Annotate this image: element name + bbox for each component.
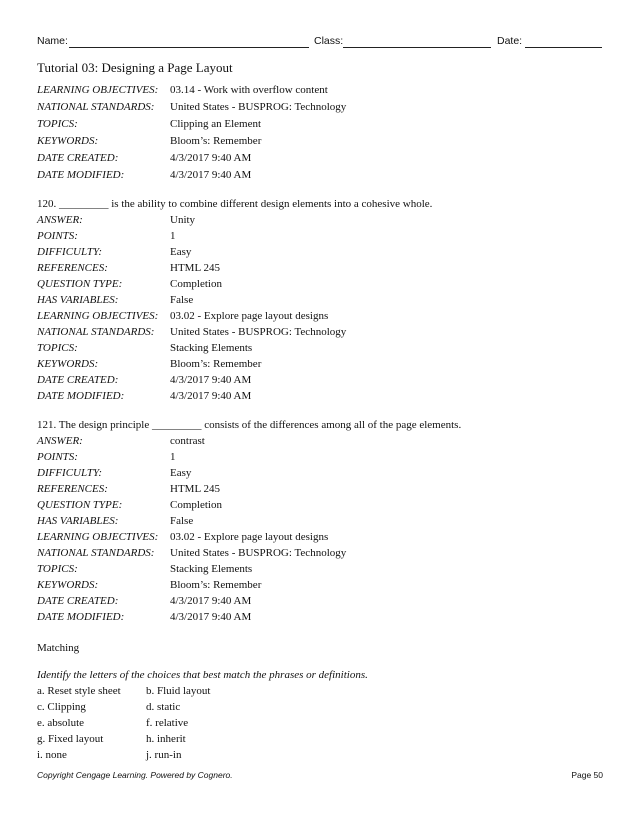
meta-row: [37, 531, 603, 547]
date-blank: [525, 47, 602, 48]
meta-value: 1: [170, 230, 176, 242]
meta-key: TOPICS:: [37, 342, 78, 354]
meta-row: [37, 84, 603, 100]
meta-key: LEARNING OBJECTIVES:: [37, 531, 159, 543]
meta-row: [37, 451, 603, 467]
meta-key: LEARNING OBJECTIVES:: [37, 310, 159, 322]
meta-row: [37, 310, 603, 326]
meta-row: [37, 230, 603, 246]
question-text: 120. _________ is the ability to combine different design elements into a cohesive whole.: [37, 198, 433, 210]
meta-key: QUESTION TYPE:: [37, 278, 123, 290]
meta-value: United States - BUSPROG: Technology: [170, 326, 347, 338]
choice-item: g. Fixed layout: [37, 733, 104, 745]
meta-value: Clipping an Element: [170, 118, 262, 130]
meta-row: [37, 390, 603, 406]
meta-key: QUESTION TYPE:: [37, 499, 123, 511]
meta-value: 4/3/2017 9:40 AM: [170, 595, 252, 607]
section-heading: Matching: [37, 642, 80, 654]
choice-item: a. Reset style sheet: [37, 685, 121, 697]
meta-value: Easy: [170, 467, 192, 479]
page-footer: [37, 770, 603, 784]
page-number: Page 50: [571, 770, 603, 780]
meta-row: [37, 515, 603, 531]
date-label: Date:: [497, 35, 523, 47]
meta-row: [37, 499, 603, 515]
class-label: Class:: [314, 35, 344, 47]
meta-value: 03.14 - Work with overflow content: [170, 84, 328, 96]
meta-row: [37, 326, 603, 342]
meta-key: DATE CREATED:: [37, 595, 119, 607]
meta-row: [37, 101, 603, 117]
meta-key: REFERENCES:: [37, 262, 108, 274]
meta-row: [37, 374, 603, 390]
matching-instructions: Identify the letters of the choices that best match the phrases or definitions.: [37, 669, 368, 681]
meta-row: [37, 547, 603, 563]
meta-key: TOPICS:: [37, 563, 78, 575]
meta-row: [37, 563, 603, 579]
copyright-text: Copyright Cengage Learning. Powered by Cognero.: [37, 770, 233, 780]
meta-key: ANSWER:: [37, 435, 83, 447]
meta-value: HTML 245: [170, 483, 221, 495]
meta-key: DATE MODIFIED:: [37, 611, 125, 623]
class-blank: [343, 47, 491, 48]
question-text: 121. The design principle _________ consists of the differences among all of the page elements.: [37, 419, 462, 431]
choice-item: h. inherit: [146, 733, 186, 745]
meta-key: NATIONAL STANDARDS:: [37, 547, 155, 559]
meta-value: False: [170, 515, 194, 527]
meta-value: 4/3/2017 9:40 AM: [170, 152, 252, 164]
choice-item: j. run-in: [146, 749, 182, 761]
meta-value: United States - BUSPROG: Technology: [170, 547, 347, 559]
meta-row: [37, 579, 603, 595]
meta-value: Bloom’s: Remember: [170, 358, 262, 370]
meta-value: 4/3/2017 9:40 AM: [170, 390, 252, 402]
choice-item: f. relative: [146, 717, 189, 729]
meta-key: KEYWORDS:: [37, 579, 99, 591]
meta-key: DATE MODIFIED:: [37, 169, 125, 181]
meta-row: [37, 595, 603, 611]
meta-value: Easy: [170, 246, 192, 258]
meta-key: KEYWORDS:: [37, 135, 99, 147]
meta-key: NATIONAL STANDARDS:: [37, 101, 155, 113]
choice-item: b. Fluid layout: [146, 685, 211, 697]
meta-value: Stacking Elements: [170, 563, 253, 575]
meta-row: [37, 358, 603, 374]
choice-item: e. absolute: [37, 717, 85, 729]
choice-item: c. Clipping: [37, 701, 86, 713]
meta-key: HAS VARIABLES:: [37, 515, 119, 527]
meta-row: [37, 214, 603, 230]
name-blank: [69, 47, 309, 48]
meta-key: DIFFICULTY:: [37, 246, 103, 258]
meta-key: TOPICS:: [37, 118, 78, 130]
meta-row: [37, 435, 603, 451]
meta-value: contrast: [170, 435, 205, 447]
meta-value: 4/3/2017 9:40 AM: [170, 611, 252, 623]
meta-key: POINTS:: [37, 230, 78, 242]
meta-value: False: [170, 294, 194, 306]
meta-value: HTML 245: [170, 262, 221, 274]
meta-row: [37, 294, 603, 310]
meta-row: [37, 483, 603, 499]
meta-row: [37, 118, 603, 134]
meta-key: REFERENCES:: [37, 483, 108, 495]
meta-key: ANSWER:: [37, 214, 83, 226]
meta-row: [37, 262, 603, 278]
meta-key: HAS VARIABLES:: [37, 294, 119, 306]
meta-value: Bloom’s: Remember: [170, 579, 262, 591]
meta-row: [37, 246, 603, 262]
meta-value: Completion: [170, 278, 222, 290]
page-title: Tutorial 03: Designing a Page Layout: [37, 60, 233, 75]
name-label: Name:: [37, 35, 68, 47]
meta-value: 1: [170, 451, 176, 463]
meta-key: NATIONAL STANDARDS:: [37, 326, 155, 338]
meta-value: 03.02 - Explore page layout designs: [170, 310, 329, 322]
meta-value: 03.02 - Explore page layout designs: [170, 531, 329, 543]
meta-row: [37, 152, 603, 168]
meta-value: 4/3/2017 9:40 AM: [170, 169, 252, 181]
meta-key: DIFFICULTY:: [37, 467, 103, 479]
meta-key: KEYWORDS:: [37, 358, 99, 370]
header-fields: [37, 35, 603, 51]
meta-row: [37, 342, 603, 358]
meta-key: DATE CREATED:: [37, 374, 119, 386]
meta-row: [37, 278, 603, 294]
meta-row: [37, 611, 603, 627]
meta-value: 4/3/2017 9:40 AM: [170, 374, 252, 386]
meta-value: Unity: [170, 214, 196, 226]
meta-key: LEARNING OBJECTIVES:: [37, 84, 159, 96]
meta-row: [37, 169, 603, 185]
meta-value: United States - BUSPROG: Technology: [170, 101, 347, 113]
meta-value: Completion: [170, 499, 222, 511]
meta-value: Stacking Elements: [170, 342, 253, 354]
meta-key: DATE CREATED:: [37, 152, 119, 164]
meta-row: [37, 467, 603, 483]
meta-key: DATE MODIFIED:: [37, 390, 125, 402]
meta-value: Bloom’s: Remember: [170, 135, 262, 147]
meta-key: POINTS:: [37, 451, 78, 463]
choice-item: i. none: [37, 749, 67, 761]
choice-item: d. static: [146, 701, 181, 713]
meta-row: [37, 135, 603, 151]
